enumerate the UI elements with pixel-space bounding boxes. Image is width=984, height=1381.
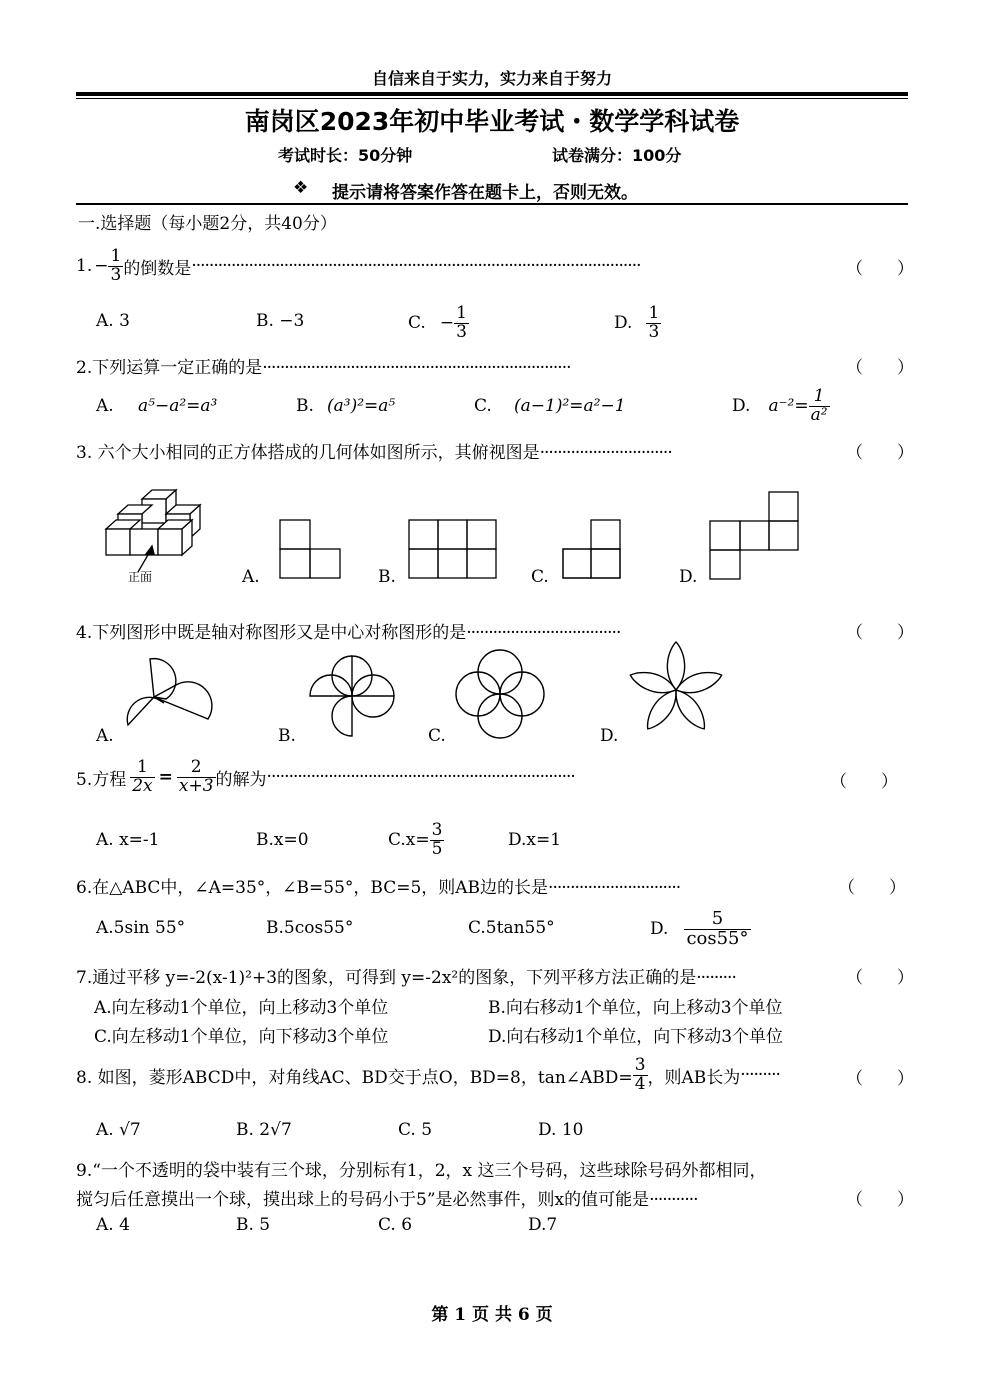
q2-option-c: (a−1)²=a²−1 bbox=[514, 396, 626, 416]
q7-answer-paren[interactable]: （ ） bbox=[846, 968, 914, 988]
page-footer: 第 1 页 共 6 页 bbox=[431, 1305, 553, 1325]
q5-option-b: B.x=0 bbox=[256, 830, 309, 850]
question-4: 4.下列图形中既是轴对称图形又是中心对称图形的是··································· bbox=[76, 623, 621, 643]
q9-option-c: C. 6 bbox=[378, 1215, 413, 1235]
header-rule-thick bbox=[76, 92, 908, 96]
q1-number: 1. bbox=[76, 256, 93, 276]
q4-option-b: B. bbox=[278, 726, 296, 746]
q2-answer-paren[interactable]: （ ） bbox=[846, 358, 914, 378]
q1-fraction: $\frac{1}{3}$ bbox=[110, 245, 122, 285]
q1-option-d: D. $\frac{1}{3}$ bbox=[614, 302, 660, 342]
q2-option-a: a⁵−a²=a³ bbox=[138, 396, 218, 416]
question-5: 5.方程 $\frac{1}{2x}$ = $\frac{2}{x+3}$ 的解为 ······································································ bbox=[76, 756, 575, 796]
question-3: 3. 六个大小相同的正方体搭成的几何体如图所示，其俯视图是······························ bbox=[76, 443, 672, 463]
q8-answer-paren[interactable]: （ ） bbox=[846, 1069, 914, 1089]
q2-option-d: D. a⁻²= $\frac{1}{\text{a²}}$ bbox=[732, 385, 828, 425]
exam-time: 考试时长：50分钟 bbox=[278, 146, 413, 165]
q1-option-b: B. −3 bbox=[256, 311, 305, 331]
q6-option-a: A.5sin 55° bbox=[96, 918, 186, 938]
q3-option-b-figure bbox=[407, 518, 499, 580]
q5-option-c: C.x= $\frac{3}{5}$ bbox=[388, 819, 443, 859]
q4-answer-paren[interactable]: （ ） bbox=[846, 623, 914, 643]
full-score: 试卷满分：100分 bbox=[552, 146, 682, 165]
q2-option-b-label: B. bbox=[296, 396, 314, 416]
q3-option-c-figure bbox=[561, 518, 623, 580]
q2-option-a-label: A. bbox=[96, 396, 114, 416]
q3-cube-figure bbox=[100, 484, 212, 584]
q8-option-d: D. 10 bbox=[538, 1120, 584, 1140]
q6-option-d: D. $\frac{5}{\cos 55^\circ}$ bbox=[650, 907, 749, 949]
q3-answer-paren[interactable]: （ ） bbox=[846, 443, 914, 463]
q7-option-d: D.向右移动1个单位，向下移动3个单位 bbox=[488, 1027, 784, 1047]
question-2: 2.下列运算一定正确的是······································································ bbox=[76, 358, 571, 378]
q3-option-d: D. bbox=[679, 567, 698, 587]
question-1: 1. − $\frac{1}{3}$ 的倒数是 ······································································································ bbox=[76, 245, 641, 285]
question-7: 7.通过平移 y=-2(x-1)²+3的图象，可得到 y=-2x²的图象，下列平移方法正确的是········· bbox=[76, 968, 736, 988]
section-heading: 一.选择题（每小题2分，共40分） bbox=[78, 214, 337, 234]
q9-option-b: B. 5 bbox=[236, 1215, 271, 1235]
q3-option-c: C. bbox=[531, 567, 549, 587]
notice-symbol: ❖ bbox=[293, 178, 309, 198]
question-8: 8. 如图，菱形ABCD中，对角线AC、BD交于点O，BD=8，tan∠ABD= $\frac{3}{4}$ ，则AB长为 ········· bbox=[76, 1054, 780, 1094]
notice-rule bbox=[76, 203, 908, 205]
q9-option-a: A. 4 bbox=[96, 1215, 130, 1235]
question-9-line-2: 搅匀后任意摸出一个球，摸出球上的号码小于5”是必然事件，则x的值可能是··········· bbox=[76, 1190, 698, 1210]
q6-answer-paren[interactable]: （ ） bbox=[838, 878, 906, 898]
q5-option-d: D.x=1 bbox=[508, 830, 562, 850]
q4-option-b-figure bbox=[306, 654, 398, 738]
header-rule-thin bbox=[76, 98, 908, 99]
q8-option-a: A. √7 bbox=[96, 1120, 141, 1140]
q1-neg: − bbox=[94, 256, 109, 276]
question-6: 6.在△ABC中，∠A=35°，∠B=55°，BC=5，则AB边的长是······························ bbox=[76, 878, 681, 898]
q7-option-a: A.向左移动1个单位，向上移动3个单位 bbox=[94, 998, 389, 1018]
q1-text: 的倒数是 bbox=[123, 258, 192, 279]
q5-answer-paren[interactable]: （ ） bbox=[830, 772, 898, 792]
q1-option-a: A. 3 bbox=[96, 311, 130, 331]
question-9-line-1: 9.“一个不透明的袋中装有三个球，分别标有1，2，x 这三个号码，这些球除号码外都相同， bbox=[76, 1161, 767, 1181]
q7-option-b: B.向右移动1个单位，向上移动3个单位 bbox=[488, 998, 783, 1018]
q3-option-d-figure bbox=[708, 490, 802, 582]
q4-option-c-figure bbox=[454, 648, 546, 740]
q3-option-b: B. bbox=[378, 567, 396, 587]
q7-option-c: C.向左移动1个单位，向下移动3个单位 bbox=[94, 1027, 389, 1047]
q1-option-c: C. − $\frac{1}{3}$ bbox=[408, 302, 467, 342]
motto: 自信来自于实力，实力来自于努力 bbox=[371, 69, 612, 88]
q9-option-d: D.7 bbox=[528, 1215, 558, 1235]
q4-option-c: C. bbox=[428, 726, 446, 746]
q4-option-d-figure bbox=[626, 640, 726, 740]
q1-answer-paren[interactable]: （ ） bbox=[846, 259, 914, 279]
q6-option-b: B.5cos55° bbox=[266, 918, 354, 938]
q9-answer-paren[interactable]: （ ） bbox=[846, 1190, 914, 1210]
q2-option-c-label: C. bbox=[474, 396, 492, 416]
front-label: 正面 bbox=[128, 570, 153, 584]
q2-option-b: (a³)²=a⁵ bbox=[327, 396, 396, 416]
q8-option-c: C. 5 bbox=[398, 1120, 433, 1140]
q6-option-c: C.5tan55° bbox=[468, 918, 555, 938]
q4-option-a: A. bbox=[96, 726, 114, 746]
q4-option-d: D. bbox=[600, 726, 619, 746]
q5-option-a: A. x=-1 bbox=[96, 830, 160, 850]
q3-option-a-figure bbox=[278, 518, 342, 580]
page-title: 南岗区2023年初中毕业考试・数学学科试卷 bbox=[244, 107, 740, 136]
q3-option-a: A. bbox=[242, 567, 260, 587]
notice: 提示请将答案作答在题卡上，否则无效。 bbox=[332, 183, 638, 203]
q8-option-b: B. 2√7 bbox=[236, 1120, 292, 1140]
q4-option-a-figure bbox=[124, 655, 214, 735]
